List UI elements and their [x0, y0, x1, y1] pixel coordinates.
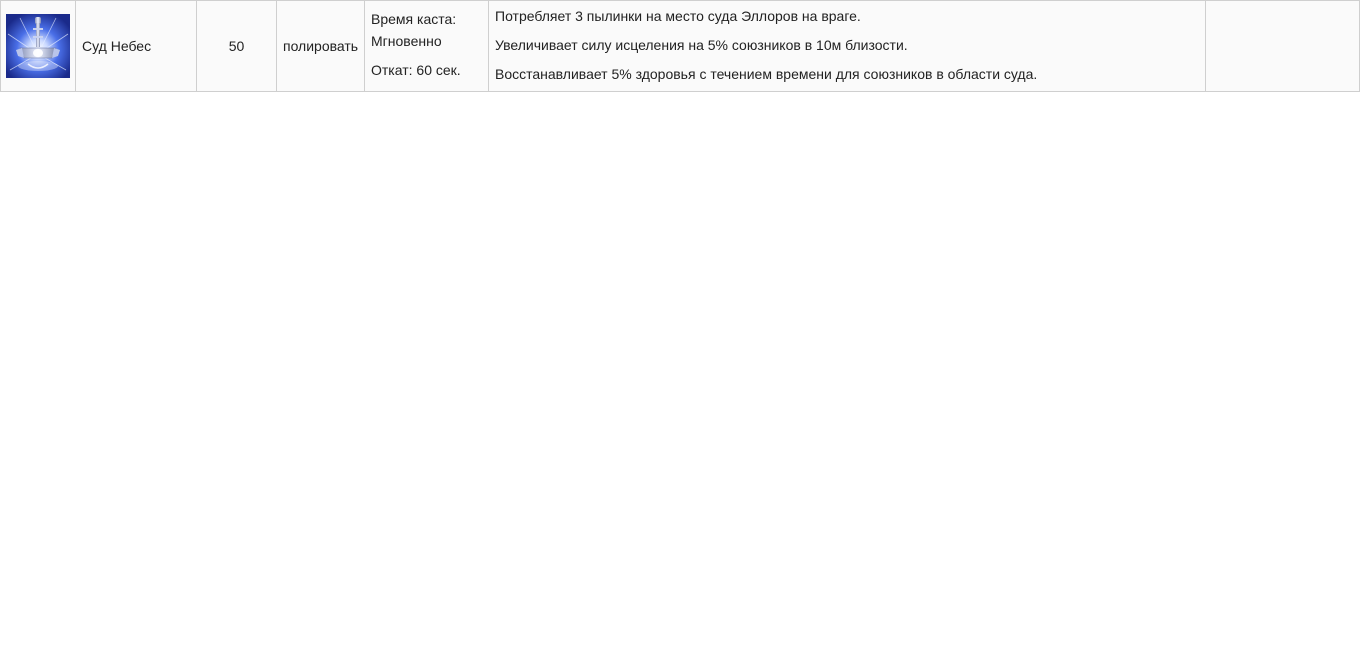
heavenly-judgment-hammer-icon: [6, 14, 70, 78]
skill-type: полировать: [277, 1, 365, 92]
skill-description-cell: [489, 1, 1206, 92]
skill-timing-cell: [365, 1, 489, 92]
skill-extra-cell: [1206, 1, 1360, 92]
skill-name: Суд Небес: [76, 1, 197, 92]
description-line: Увеличивает силу исцеления на 5% союзников в 10м близости.: [495, 36, 908, 53]
cast-time-label: Время каста:: [371, 11, 457, 27]
description-line: Потребляет 3 пылинки на место суда Эллоров на враге.: [495, 7, 861, 24]
skill-icon-cell: [1, 1, 76, 92]
description-line: Восстанавливает 5% здоровья с течением времени для союзников в области суда.: [495, 65, 1038, 82]
skill-level: 50: [197, 1, 277, 92]
cooldown-text: Откат: 60 сек.: [371, 62, 461, 78]
skills-table: [0, 0, 1360, 92]
table-row: [1, 1, 1360, 92]
cast-time-value: Мгновенно: [371, 33, 442, 49]
